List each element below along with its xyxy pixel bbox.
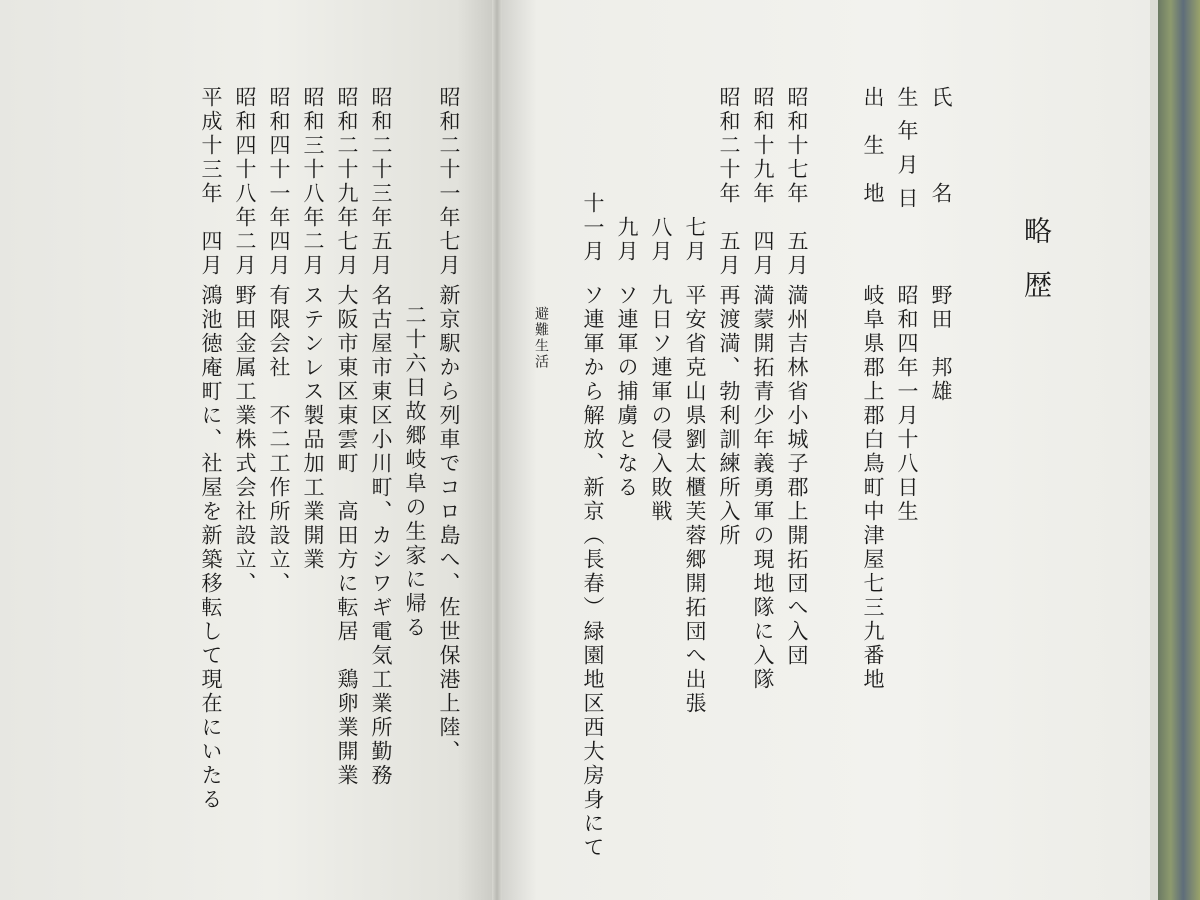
history-text: ソ連軍から解放、新京（長春）緑園地区西大房身にて	[581, 284, 605, 860]
history-note: 避難生活	[533, 306, 549, 370]
history-date: 昭和十九年 四月	[751, 86, 775, 278]
history-date: 昭和二十年 五月	[717, 86, 741, 278]
birthplace-value: 岐阜県郡上郡白鳥町中津屋七三九番地	[861, 284, 885, 692]
page-title: 略歴	[1020, 216, 1053, 324]
birth-value: 昭和四年一月十八日生	[895, 284, 919, 524]
history-date: 昭和十七年 五月	[785, 86, 809, 278]
history-date: 昭和四十八年二月	[233, 86, 257, 278]
history-date: 昭和四十一年四月	[267, 86, 291, 278]
history-text: ステンレス製品加工業開業	[301, 284, 325, 572]
history-date: 昭和二十一年七月	[437, 86, 461, 278]
name-label: 氏 名	[929, 86, 953, 206]
history-text: 大阪市東区東雲町 高田方に転居 鶏卵業開業	[335, 284, 359, 788]
birthplace-label: 出 生 地	[861, 86, 885, 206]
history-text: 二十六日故郷岐阜の生家に帰る	[403, 304, 427, 640]
birth-label: 生 年 月 日	[895, 86, 919, 212]
history-text: ソ連軍の捕虜となる	[615, 284, 639, 500]
history-date: 十一月	[581, 192, 605, 264]
book-cover-edge	[1158, 0, 1200, 900]
history-text: 有限会社 不二工作所設立、	[267, 284, 291, 596]
history-text: 再渡満、勃利訓練所入所	[717, 284, 741, 548]
cover-edge-line	[1150, 0, 1158, 900]
history-date: 平成十三年 四月	[199, 86, 223, 278]
history-date: 昭和二十九年七月	[335, 86, 359, 278]
history-text: 満州吉林省小城子郡上開拓団へ入団	[785, 284, 809, 668]
history-text: 名古屋市東区小川町、カシワギ電気工業所勤務	[369, 284, 393, 788]
name-value: 野田 邦雄	[929, 284, 953, 404]
history-text: 平安省克山県劉太櫃芙蓉郷開拓団へ出張	[683, 284, 707, 716]
book-gutter	[492, 0, 502, 900]
history-date: 昭和三十八年二月	[301, 86, 325, 278]
history-text: 九日ソ連軍の侵入敗戦	[649, 284, 673, 524]
history-text: 野田金属工業株式会社設立、	[233, 284, 257, 596]
history-text: 鴻池徳庵町に、社屋を新築移転して現在にいたる	[199, 284, 223, 812]
history-date: 九月	[615, 216, 639, 264]
history-date: 昭和二十三年五月	[369, 86, 393, 278]
history-date: 七月	[683, 216, 707, 264]
history-date: 八月	[649, 216, 673, 264]
history-text: 新京駅から列車でコロ島へ、佐世保港上陸、	[437, 284, 461, 764]
history-text: 満蒙開拓青少年義勇軍の現地隊に入隊	[751, 284, 775, 692]
